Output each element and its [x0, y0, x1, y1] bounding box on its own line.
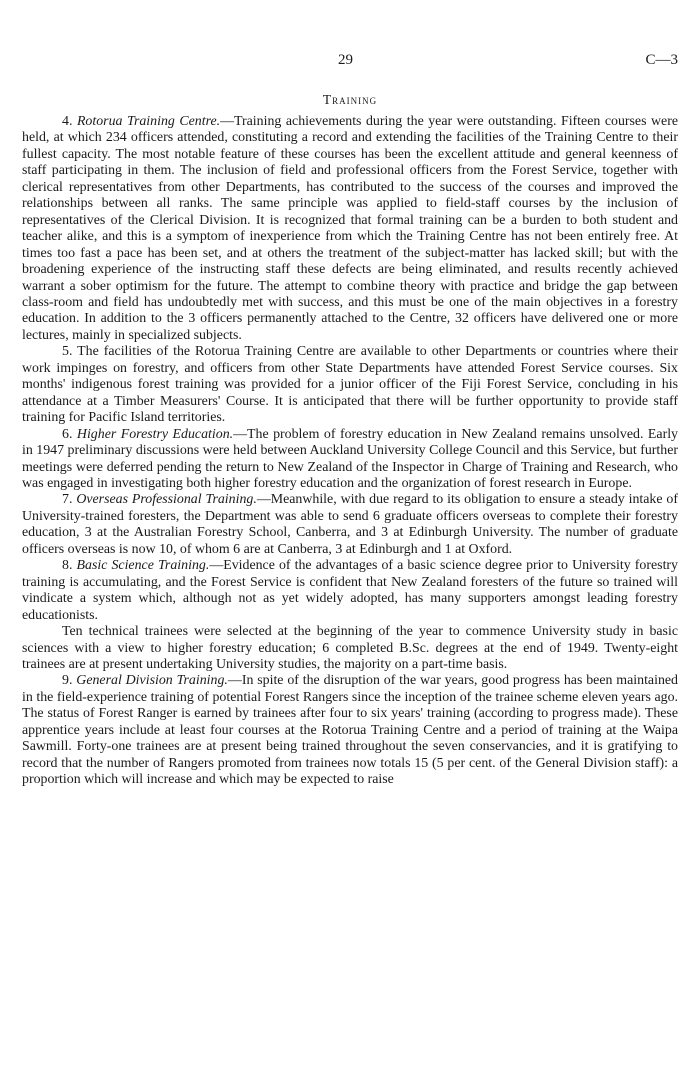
page-number: 29 [338, 52, 353, 68]
paragraph-number: 9. [62, 673, 77, 689]
paragraph-number: 7. [62, 492, 77, 508]
paragraph-7 [22, 492, 678, 558]
paragraph-9 [22, 673, 678, 788]
paragraph-8 [22, 558, 678, 624]
paragraph-heading: Basic Science Training. [76, 558, 210, 574]
body-text [22, 114, 678, 789]
paragraph-text: —In spite of the disruption of the war years, good progress has been maintained in the field-experience training of potential Forest Rangers since the inception of the trainee scheme eleven years ago. The status of Forest Ranger is earned by trainees after four to six years' training (according to progress made). These apprentice years include at least four courses at the Rotorua Training Centre and a period of training at the Waipa Sawmill. Forty-one trainees are at present being trained throughout the seven conservancies, and it is gratifying to record that the number of Rangers promoted from trainees now totals 15 (5 per cent. of the General Division staff): a proportion which will increase and which may be expected to raise [22, 673, 679, 788]
paragraph-heading: General Division Training. [76, 673, 228, 689]
page-header [0, 52, 700, 72]
paragraph-6 [22, 427, 678, 493]
paragraph-text: —The problem of forestry education in New Zealand remains unsolved. Early in 1947 preliminary discussions were held between Auckland University College Council and this Service, but further meetings were deferred pending the return to New Zealand of the Inspector in Charge of Training and Research, who was engaged in investigating both higher forestry education and the organization of forest research in Europe. [22, 426, 678, 491]
paragraph-heading: Higher Forestry Education. [76, 426, 234, 442]
paragraph-heading: Overseas Professional Training. [76, 492, 257, 508]
paragraph-5 [22, 344, 678, 426]
paragraph-4 [22, 114, 678, 344]
paragraph-text: —Training achievements during the year were outstanding. Fifteen courses were held, at which 234 officers attended, constituting a record and extending the facilities of the Training Centre to their fullest capacity. The most notable feature of these courses has been the excellent attitude and general keenness of staff participating in them. The inclusion of field and professional officers from the Forest Service, together with clerical representatives from other Departments, has contributed to the success of the courses and improved the relationships between all ranks. The same principle was applied to field-staff courses by the inclusion of representatives of the Clerical Division. It is recognized that formal training can be a burden to both student and teacher alike, and this is a symptom of inexperience from which the Training Centre has not been entirely free. At times too fast a pace has been set, and at others the treatment of the subject-matter has lacked skill; but with the broadening experience of the instructing staff these defects are being eliminated, and results recently achieved warrant a sober optimism for the future. The attempt to combine theory with practice and bridge the gap between class-room and field has undoubtedly met with success, and this must be one of the main objectives in a forestry education. In addition to the 3 officers permanently attached to the Centre, 32 officers have delivered one or more lectures, mainly in specialized subjects. [22, 114, 678, 343]
document-reference: C—3 [645, 52, 678, 68]
paragraph-heading: Rotorua Training Centre. [76, 114, 221, 129]
paragraph-number: 5. [62, 344, 78, 360]
paragraph-number: 8. [62, 558, 77, 574]
paragraph-number: 4. [62, 114, 77, 129]
paragraph-text: Ten technical trainees were selected at the beginning of the year to commence University study in basic sciences with a view to higher forestry education; 6 completed B.Sc. degrees at the end of 1949. Twenty-eight trainees are at present undertaking University studies, the majority on a part-time basis. [22, 624, 678, 672]
section-title: Training [322, 92, 378, 107]
paragraph-text: The facilities of the Rotorua Training Centre are available to other Departments or countries where their work impinges on forestry, and officers from other State Departments have attended Forest Service courses. Six months' indigenous forest training was provided for a junior officer of the Fiji Forest Service, concluding in his attendance at a Timber Measurers' Course. It is anticipated that there will be further opportunity to provide staff training for Pacific Island territories. [22, 344, 678, 426]
paragraph-number: 6. [62, 426, 77, 442]
paragraph-8-continued [22, 624, 678, 673]
paragraph-text: —Evidence of the advantages of a basic science degree prior to University forestry training is accumulating, and the Forest Service is confident that New Zealand foresters of the future so trained will vindicate a system which, although not as yet widely adopted, has many supporters amongst leading forestry educationists. [22, 558, 679, 623]
paragraph-text: —Meanwhile, with due regard to its obligation to ensure a steady intake of University-trained foresters, the Department was able to send 6 graduate officers overseas to complete their forestry education, 3 at the Australian Forestry School, Canberra, and 3 at Edinburgh University. The number of graduate officers overseas is now 10, of whom 6 are at Canberra, 3 at Edinburgh and 1 at Oxford. [22, 492, 679, 557]
